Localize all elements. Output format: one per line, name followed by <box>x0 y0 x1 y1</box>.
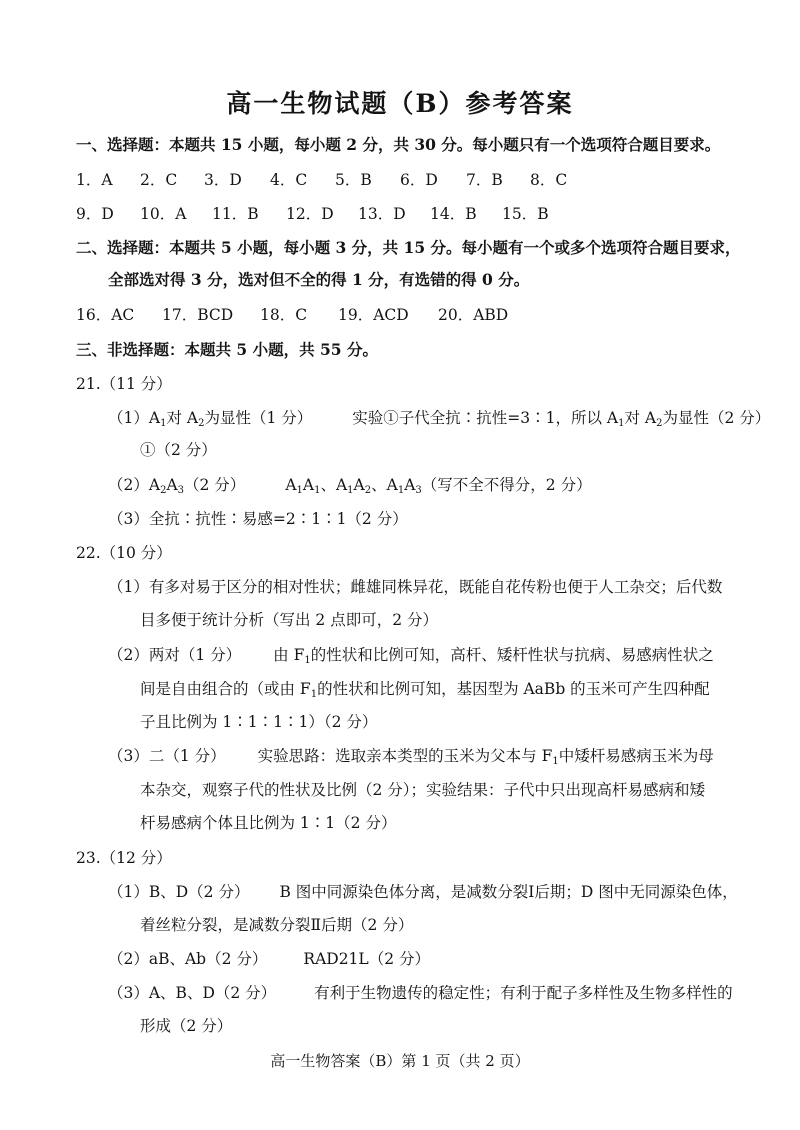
q23-part1-line1 <box>108 882 738 902</box>
q21-p2-genotype: A <box>302 476 315 494</box>
q21-p2-genotype: 、A <box>371 476 398 494</box>
answer-7: 7．B <box>466 171 503 189</box>
answer-5: 5．B <box>335 171 372 189</box>
answer-10: 10．A <box>140 205 187 223</box>
q21-p1-text: （1）A <box>108 409 161 427</box>
q23-p2-text: （2）aB、Ab（2 分） <box>108 950 268 968</box>
q21-p1-reason: 为显性（2 分） <box>662 409 771 427</box>
q22-part3-line1 <box>108 746 714 766</box>
q21-p2-text: （2 分） <box>184 476 246 494</box>
answer-3: 3．D <box>204 171 242 189</box>
q22-part2-line1 <box>108 645 714 665</box>
q23-part3-line2: 形成（2 分） <box>140 1017 233 1035</box>
q21-p2-note: （写不全不得分，2 分） <box>421 476 592 494</box>
q21-p2-genotype: A <box>353 476 365 494</box>
q22-part1-line1: （1）有多对易于区分的相对性状；雌雄同株异花，既能自花传粉也便于人工杂交；后代数 <box>108 578 723 596</box>
q21-p2-text: （2）A <box>108 476 161 494</box>
subscript: 1 <box>397 485 405 496</box>
answer-16: 16．AC <box>76 306 135 324</box>
q22-header: 22.（10 分） <box>76 544 172 562</box>
q22-p3-text: 中矮杆易感病玉米为母 <box>558 747 714 765</box>
q21-p2-genotype: A <box>404 476 416 494</box>
q21-p2-text: A <box>166 476 178 494</box>
q22-part3-line3: 杆易感病个体且比例为 1∶1（2 分） <box>140 814 397 832</box>
answer-1: 1．A <box>76 171 113 189</box>
subscript: 2 <box>656 418 663 429</box>
answer-17: 17．BCD <box>162 306 234 324</box>
answer-18: 18．C <box>260 306 308 324</box>
q21-p1-reason: 实验①子代全抗∶抗性=3∶1，所以 A <box>352 409 619 427</box>
subscript: 3 <box>177 485 185 496</box>
q23-part3-line1 <box>108 983 733 1003</box>
subscript: 1 <box>310 689 318 700</box>
q23-p3-text: 有利于生物遗传的稳定性；有利于配子多样性及生物多样性的 <box>314 984 733 1002</box>
section2-heading-line1: 二、选择题：本题共 5 小题，每小题 3 分，共 15 分。每小题有一个或多个选项符合题目要求， <box>76 238 741 257</box>
answer-13: 13．D <box>358 205 406 223</box>
q22-part3-line2: 本杂交，观察子代的性状及比例（2 分）；实验结果：子代中只出现高杆易感病和矮 <box>140 781 706 799</box>
q21-p1-text: 对 A <box>166 409 199 427</box>
subscript: 2 <box>160 485 167 496</box>
q23-p3-text: （3）A、B、D（2 分） <box>108 984 277 1002</box>
q22-p3-text: 实验思路：选取亲本类型的玉米为父本与 F <box>257 747 553 765</box>
page-title: 高一生物试题（B）参考答案 <box>226 89 574 118</box>
q21-part3: （3）全抗∶抗性∶易感=2∶1∶1（2 分） <box>108 510 408 528</box>
subscript: 3 <box>415 485 422 496</box>
q21-part1-line1 <box>108 408 770 428</box>
q22-p2-text: 的性状和比例可知，高杆、矮杆性状与抗病、易感病性状之 <box>310 646 714 664</box>
section3-heading: 三、非选择题：本题共 5 小题，共 55 分。 <box>76 340 378 359</box>
q21-p2-genotype: 、A <box>320 476 348 494</box>
q23-part1-line2: 着丝粒分裂，是减数分裂Ⅱ后期（2 分） <box>140 916 414 934</box>
subscript: 1 <box>552 756 559 767</box>
q22-p3-text: （3）二（1 分） <box>108 747 226 765</box>
q22-p2-text: 的性状和比例可知，基因型为 AaBb 的玉米可产生四种配 <box>317 680 710 698</box>
subscript: 1 <box>296 485 303 496</box>
section2-heading-line2: 全部选对得 3 分，选对但不全的得 1 分，有选错的得 0 分。 <box>108 270 530 289</box>
q21-p1-reason: 对 A <box>624 409 657 427</box>
q21-part1-line2: ①（2 分） <box>140 441 217 459</box>
answer-9: 9．D <box>76 205 114 223</box>
subscript: 1 <box>314 485 321 496</box>
answer-20: 20．ABD <box>438 306 509 324</box>
answer-15: 15．B <box>502 205 549 223</box>
subscript: 1 <box>160 418 167 429</box>
answer-4: 4．C <box>270 171 308 189</box>
q22-part2-line3: 子且比例为 1∶1∶1∶1）（2 分） <box>140 713 378 731</box>
page-footer: 高一生物答案（B）第 1 页（共 2 页） <box>270 1052 530 1070</box>
q22-part1-line2: 目多便于统计分析（写出 2 点即可，2 分） <box>140 611 439 629</box>
q23-header: 23.（12 分） <box>76 849 172 867</box>
q23-p2-text: RAD21L（2 分） <box>303 950 431 968</box>
subscript: 1 <box>304 655 311 666</box>
subscript: 2 <box>364 485 372 496</box>
q21-p1-text: 为显性（1 分） <box>204 409 313 427</box>
subscript: 1 <box>618 418 625 429</box>
answer-2: 2．C <box>140 171 178 189</box>
answer-8: 8．C <box>530 171 568 189</box>
q22-p2-text: （2）两对（1 分） <box>108 646 242 664</box>
answer-11: 11．B <box>212 205 259 223</box>
q22-p2-text: 间是自由组合的（或由 F <box>140 680 311 698</box>
q22-part2-line2 <box>140 679 710 699</box>
q23-p1-text: B 图中同源染色体分离，是减数分裂Ⅰ后期；D 图中无同源染色体， <box>279 883 738 901</box>
answer-19: 19．ACD <box>338 306 409 324</box>
q21-header: 21.（11 分） <box>76 375 172 393</box>
q23-p1-text: （1）B、D（2 分） <box>108 883 250 901</box>
answer-12: 12．D <box>286 205 334 223</box>
section1-heading: 一、选择题：本题共 15 小题，每小题 2 分，共 30 分。每小题只有一个选项符合题目要求。 <box>76 135 721 154</box>
q23-part2 <box>108 949 430 969</box>
q21-p2-genotype: A <box>285 476 297 494</box>
answer-14: 14．B <box>430 205 477 223</box>
q21-part2 <box>108 475 592 495</box>
subscript: 2 <box>198 418 205 429</box>
q22-p2-text: 由 F <box>273 646 305 664</box>
answer-6: 6．D <box>400 171 438 189</box>
subscript: 1 <box>347 485 354 496</box>
